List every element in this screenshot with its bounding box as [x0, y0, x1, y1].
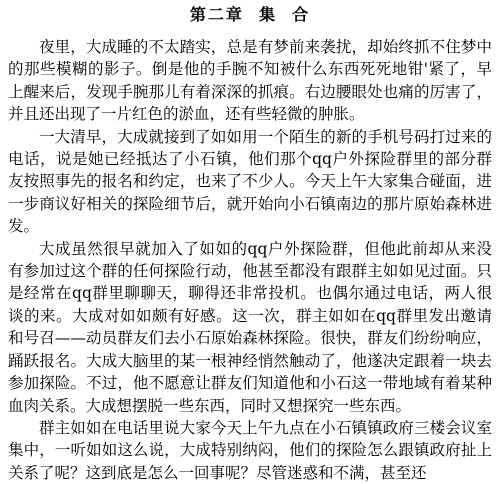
chapter-title: 第二章 集 合 — [189, 5, 311, 24]
paragraph-1: 夜里，大成睡的不太踏实，总是有梦前来袭扰，却始终抓不住梦中的那些模糊的影子。倒是他的手腕不知被什么东西死死地钳'紧了，早上醒来后，发现手腕那儿有着深深的抓痕。右边腰眼处也痛的厉害了，并且还出现了一片红色的淤血，还有些轻微的肿胀。 — [8, 38, 492, 124]
paragraph-3: 大成虽然很早就加入了如如的qq户外探险群，但他此前却从来没有参加过这个群的任何探险行动，他甚至都没有跟群主如如见过面。只是经常在qq群里聊聊天，聊得还非常投机。也偶尔通过电话，两人很谈的来。大成对如如颇有好感。这一次，群主如如在qq群里发出邀请和号召——动员群友们去小石原始森林探险。很快，群友们纷纷响应，踊跃报名。大成大脑里的某一根神经悄然触动了，他遂决定跟着一块去参加探险。不过，他不愿意让群友们知道他和小石这一带地域有着某种血肉关系。大成想摆脱一些东西，同时又想探究一些东西。 — [8, 239, 492, 415]
paragraph-4: 群主如如在电话里说大家今天上午九点在小石镇镇政府三楼会议室集中，一听如如这么说，大成特别纳闷，他们的探险怎么跟镇政府扯上关系了呢？这到底是怎么一回事呢？尽管迷惑和不满，甚至还 — [8, 418, 492, 482]
paragraph-2: 一大清早，大成就接到了如如用一个陌生的新的手机号码打过来的电话，说是她已经抵达了小石镇，他们那个qq户外探险群里的部分群友按照事先的报名和约定，也来了不少人。今天上午大家集合碰面，进一步商议好相关的探险细节后，就开始向小石镇南边的那片原始森林进发。 — [8, 127, 492, 236]
